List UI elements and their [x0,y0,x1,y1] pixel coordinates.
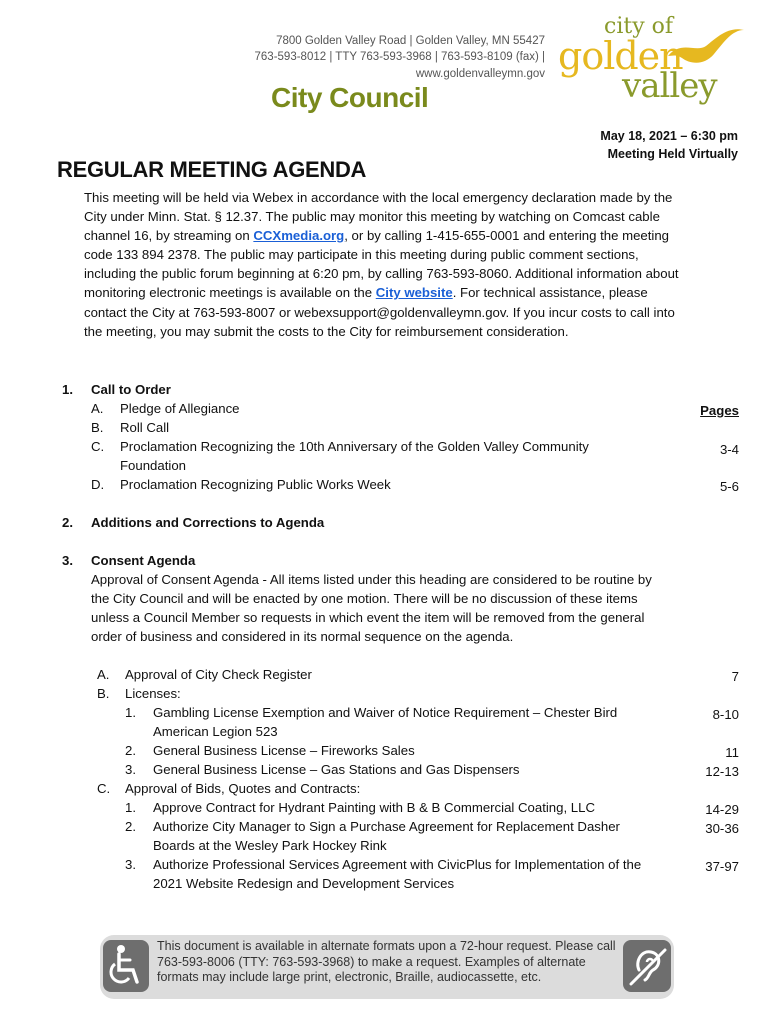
sub-item-number: 2. [125,743,136,758]
item-letter: C. [97,781,111,796]
city-website-link[interactable]: City website [375,285,453,301]
agenda-item: Approval of City Check Register [125,667,312,682]
meeting-date: May 18, 2021 – 6:30 pm [600,129,738,143]
page-range: 3-4 [719,442,739,457]
page-range: 5-6 [719,479,739,494]
address-line: 7800 Golden Valley Road | Golden Valley, MN 55427 [276,35,545,47]
logo-line3: valley [622,66,717,106]
hearing-assistance-icon [623,940,671,997]
intro-text-2: , or by calling 1-415-655-0001 and entering the meeting code 133 894 2378. The public may participate in this meeting during public comment sections, including the public forum beginning at 6:20 pm, by calling 763-593-8060. Additional information about monitoring electronic meetings is available on the [84,228,679,301]
page-range: 7 [731,669,739,684]
department-title: City Council [271,82,429,113]
sub-item-cont: Boards at the Wesley Park Hockey Rink [153,838,387,853]
agenda-item-cont: Foundation [120,458,186,473]
item-letter: B. [91,420,104,435]
item-letter: C. [91,439,105,454]
intro-text-1: This meeting will be held via Webex in accordance with the local emergency declaration made by the City under Minn. Stat. § 12.37. The public may monitor this meeting by watching on Comcast cable channel 16, by streaming on [84,190,673,244]
agenda-item: Approval of Bids, Quotes and Contracts: [125,781,361,796]
sub-item: General Business License – Fireworks Sales [153,743,415,758]
page-range: 14-29 [705,802,739,817]
ccxmedia-link[interactable]: CCXmedia.org [253,228,345,244]
sub-item-number: 3. [125,762,136,777]
section-number: 1. [62,382,73,397]
intro-paragraph [84,188,690,341]
item-letter: A. [91,401,104,416]
intro-text-3: . For technical assistance, please contact the City at 763-593-8007 or webexsupport@goldenvalleymn.gov. If you incur costs to call into the meeting, you may submit the costs to the City for reimbursement consideration. [84,285,675,339]
agenda-item: Proclamation Recognizing Public Works Week [120,477,391,492]
section-title: Consent Agenda [91,553,196,568]
page-range: 12-13 [705,764,739,779]
pages-header: Pages [700,403,739,418]
sub-item-cont: 2021 Website Redesign and Development Services [153,876,455,891]
sub-item-number: 1. [125,800,136,815]
sub-item: Approve Contract for Hydrant Painting with B & B Commercial Coating, LLC [153,800,595,815]
wheelchair-icon [103,940,149,997]
sub-item-number: 1. [125,705,136,720]
contact-line: 763-593-8012 | TTY 763-593-3968 | 763-593-8109 (fax) | www.goldenvalleymn.gov [254,51,545,80]
sub-item: Authorize City Manager to Sign a Purchase Agreement for Replacement Dasher [153,819,620,834]
consent-description: Approval of Consent Agenda - All items listed under this heading are considered to be routine by the City Council and will be enacted by one motion. There will be no discussion of these items unless a Council Member so requests in which event the item will be removed from the general order of business and considered in its normal sequence on the agenda. [91,572,652,645]
page-range: 8-10 [712,707,739,722]
agenda-item: Pledge of Allegiance [120,401,240,416]
section-number: 3. [62,553,73,568]
logo-line2: golden [558,34,683,78]
page-range: 11 [725,745,739,760]
logo-line1: city of [604,14,674,39]
accessibility-text: This document is available in alternate formats upon a 72-hour request. Please call 763-593-8006 (TTY: 763-593-3968) to make a request. Examples of alternate formats may include large print, electronic, Braille, audiocassette, etc. [157,939,616,984]
sub-item-number: 3. [125,857,136,872]
agenda-item: Proclamation Recognizing the 10th Anniversary of the Golden Valley Community [120,439,589,454]
item-letter: A. [97,667,110,682]
sub-item: Authorize Professional Services Agreement with CivicPlus for Implementation of the [153,857,642,872]
city-logo [556,14,751,118]
sub-item: General Business License – Gas Stations and Gas Dispensers [153,762,520,777]
sub-item-number: 2. [125,819,136,834]
item-letter: B. [97,686,110,701]
agenda-item: Licenses: [125,686,181,701]
page-range: 30-36 [705,821,739,836]
section-number: 2. [62,515,73,530]
section-title: Additions and Corrections to Agenda [91,515,325,530]
meeting-note: Meeting Held Virtually [607,147,738,161]
page-title: REGULAR MEETING AGENDA [57,157,367,182]
agenda-item: Roll Call [120,420,170,435]
page-range: 37-97 [705,859,739,874]
sub-item: Gambling License Exemption and Waiver of Notice Requirement – Chester Bird [153,705,618,720]
section-title: Call to Order [91,382,171,397]
sub-item-cont: American Legion 523 [153,724,278,739]
item-letter: D. [91,477,105,492]
